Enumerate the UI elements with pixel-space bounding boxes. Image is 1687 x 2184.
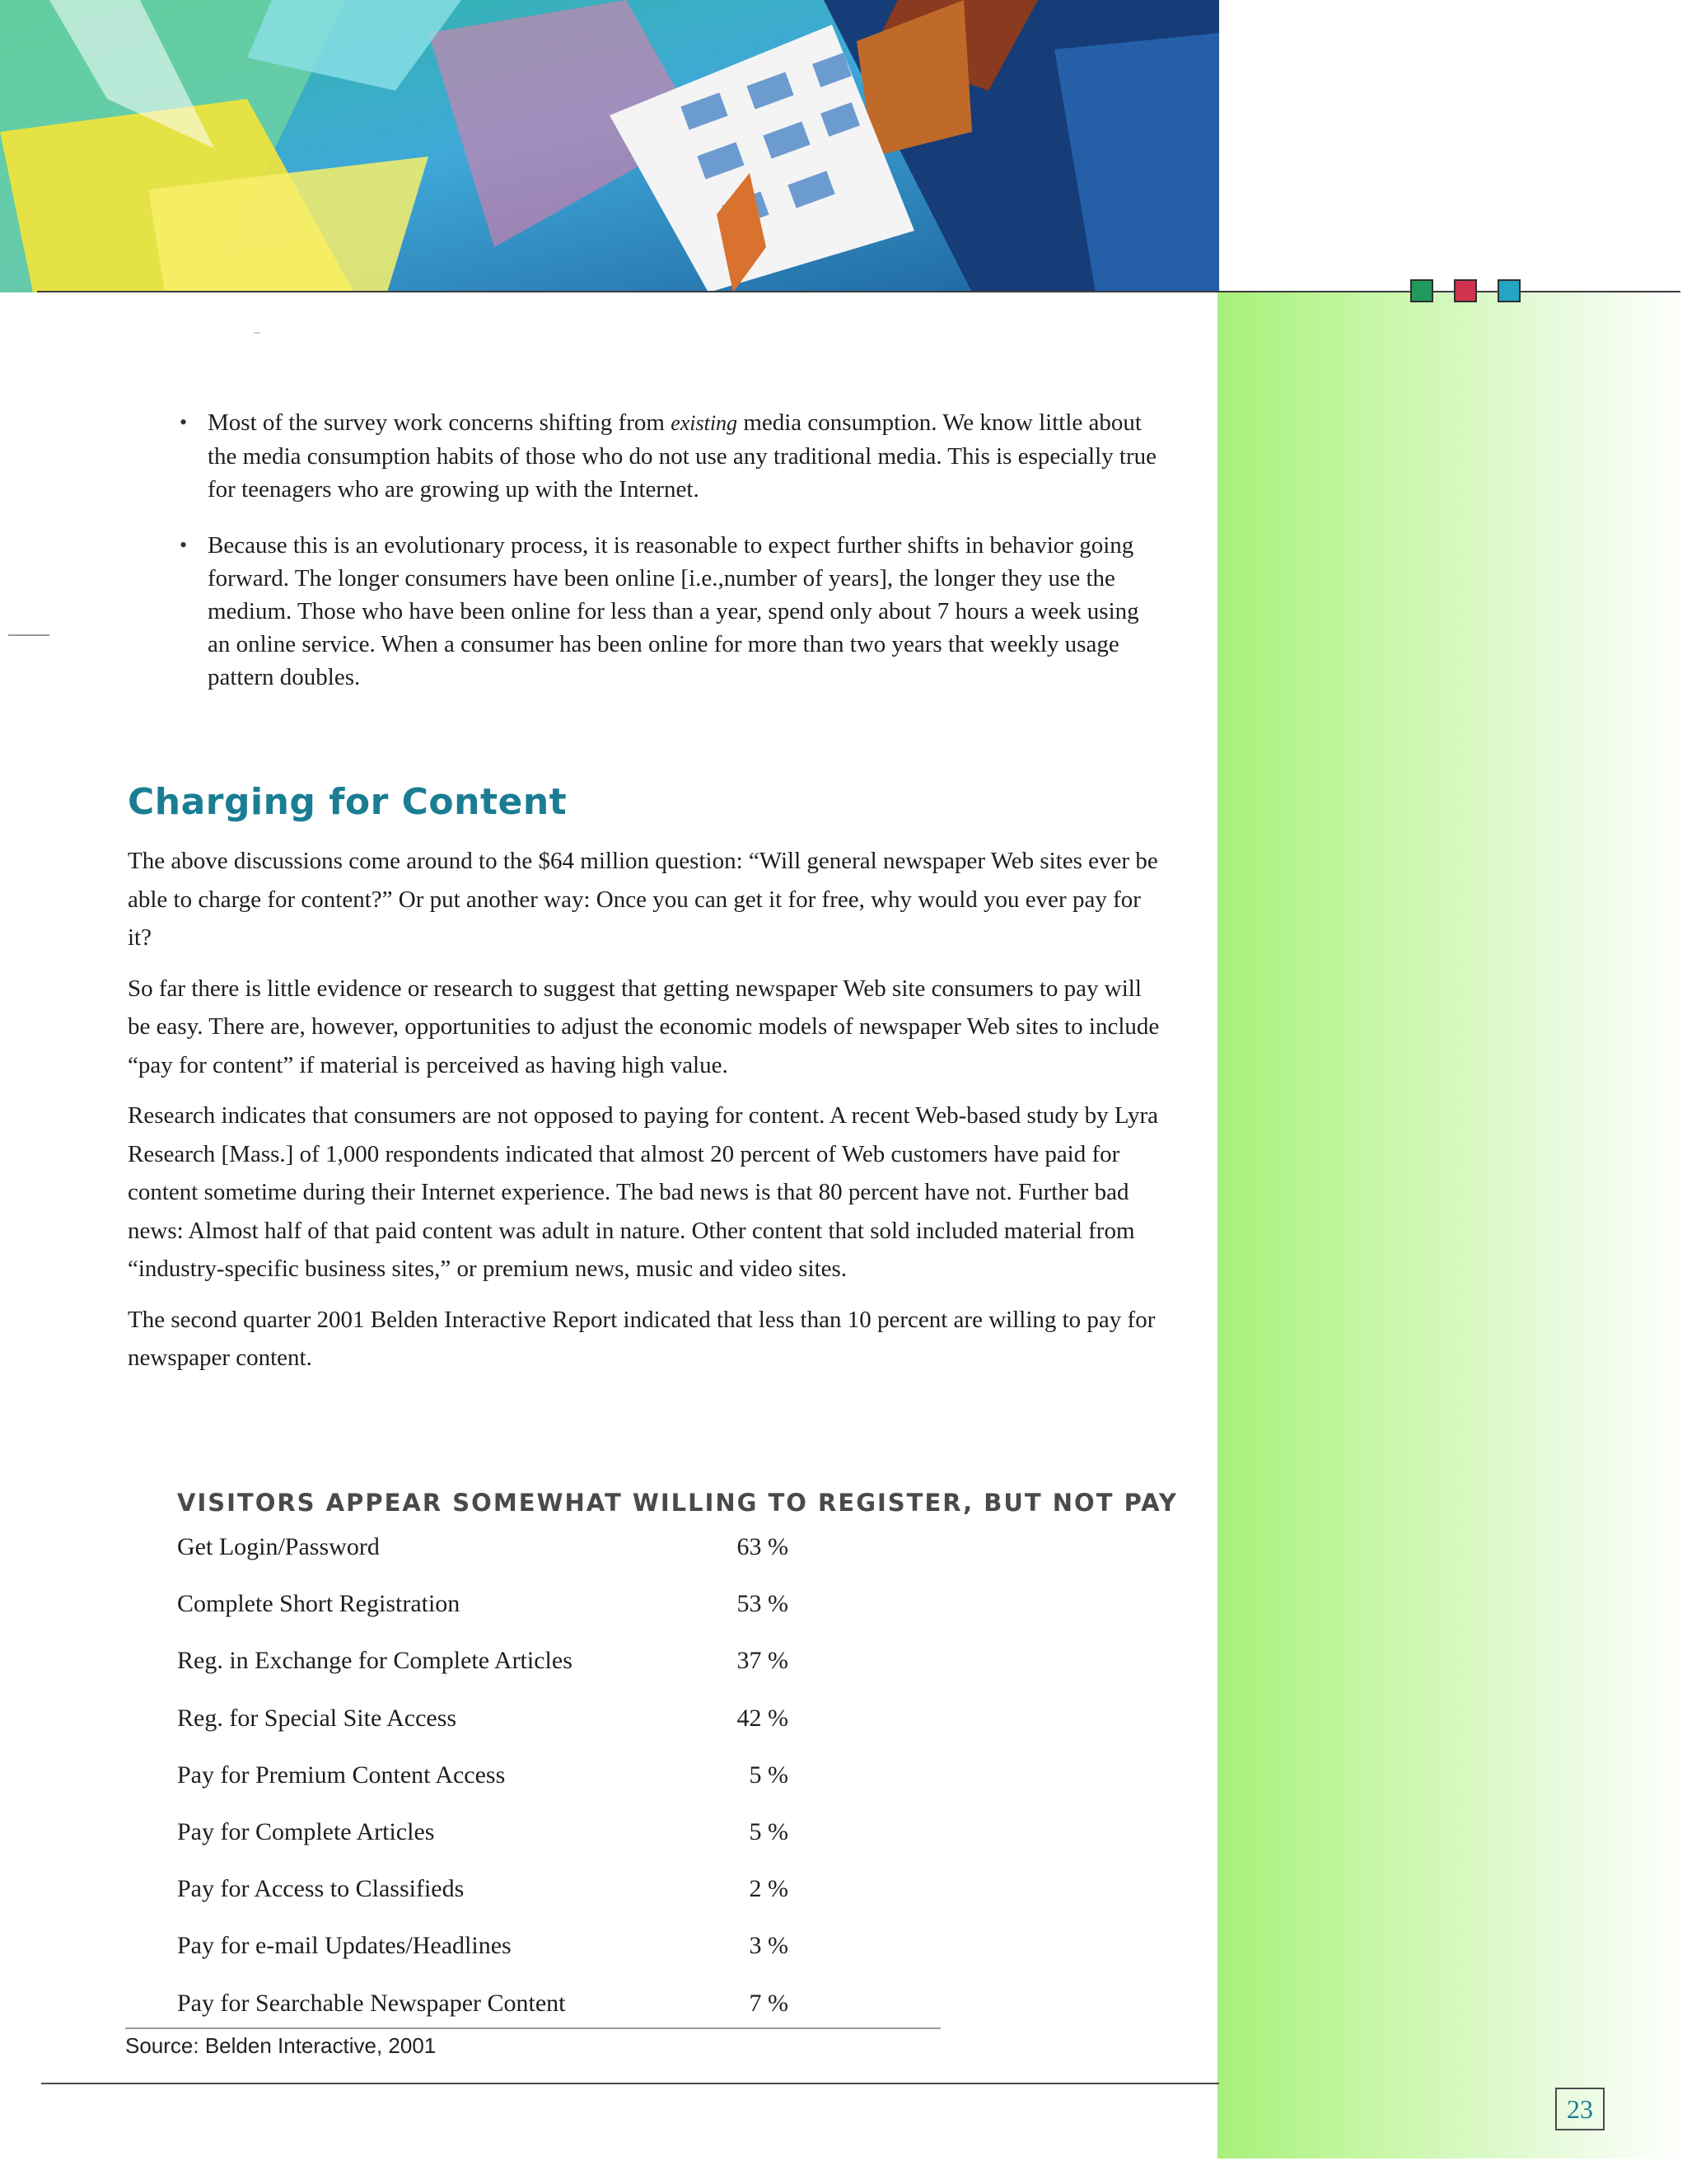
bullet-icon: • bbox=[180, 410, 188, 434]
cyan-square bbox=[1498, 279, 1521, 302]
table-row bbox=[177, 1588, 836, 1644]
row-label: Complete Short Registration bbox=[177, 1590, 460, 1618]
paragraph: Research indicates that consumers are not opposed to paying for content. A recent Web-based study by Lyra Research [Mass.] of 1,000 respondents indicated that almost 20 percent of Web customers have paid for content sometime during their Internet experience. The bad news is that 80 percent have not. Further bad news: Almost half of that paid content was adult in nature. Other content that sold included material from “industry-specific business sites,” or premium news, music and video sites. bbox=[128, 1102, 1159, 1282]
row-label: Pay for Complete Articles bbox=[177, 1817, 435, 1845]
table-rule bbox=[125, 2027, 941, 2029]
table-row bbox=[177, 1702, 836, 1759]
footer-rule bbox=[41, 2083, 1219, 2084]
red-square bbox=[1454, 279, 1477, 302]
row-label: Pay for Premium Content Access bbox=[177, 1761, 506, 1789]
paragraph: The second quarter 2001 Belden Interactive Report indicated that less than 10 percent are willing to pay for newspaper content. bbox=[128, 1306, 1156, 1371]
bullet-text-emphasis: existing bbox=[671, 411, 738, 435]
row-value: 63 % bbox=[736, 1533, 788, 1560]
bullet-list bbox=[165, 406, 1161, 717]
bullet-text: Because this is an evolutionary process, it is reasonable to expect further shifts in behavior going forward. The longer consumers have been online [i.e.,number of years], the longer they use the medium. Those who have been online for less than a year, spend only about 7 hours a week using an online service. When a consumer has been online for more than two years that weekly usage pattern doubles. bbox=[208, 532, 1139, 690]
survey-table bbox=[177, 1531, 836, 2044]
page-number: 23 bbox=[1555, 2088, 1605, 2130]
row-value: 5 % bbox=[749, 1817, 788, 1845]
source-note: Source: Belden Interactive, 2001 bbox=[125, 2033, 437, 2058]
green-side-band bbox=[1217, 292, 1687, 2158]
paragraph: So far there is little evidence or research to suggest that getting newspaper Web site consumers to pay will be easy. There are, however, opportunities to adjust the economic models of newspaper Web sites to include “pay for content” if material is perceived as having high value. bbox=[128, 975, 1160, 1078]
green-square bbox=[1410, 279, 1433, 302]
table-row bbox=[177, 1759, 836, 1816]
row-label: Pay for Access to Classifieds bbox=[177, 1875, 465, 1903]
table-row bbox=[177, 1644, 836, 1701]
row-value: 2 % bbox=[749, 1875, 788, 1903]
bullet-text-before: Most of the survey work concerns shifting from bbox=[208, 409, 671, 436]
row-value: 42 % bbox=[736, 1704, 788, 1732]
margin-mark bbox=[8, 634, 49, 636]
scan-mark bbox=[254, 332, 260, 334]
row-label: Reg. for Special Site Access bbox=[177, 1704, 457, 1732]
row-label: Pay for e-mail Updates/Headlines bbox=[177, 1932, 512, 1960]
table-row bbox=[177, 1531, 836, 1588]
decorative-squares bbox=[1410, 279, 1521, 302]
row-label: Get Login/Password bbox=[177, 1533, 380, 1560]
section-heading: Charging for Content bbox=[128, 781, 568, 823]
row-value: 3 % bbox=[749, 1932, 788, 1960]
row-label: Reg. in Exchange for Complete Articles bbox=[177, 1647, 572, 1675]
table-row bbox=[177, 1873, 836, 1929]
table-title: VISITORS APPEAR SOMEWHAT WILLING TO REGISTER, BUT NOT PAY bbox=[177, 1489, 1178, 1517]
table-row bbox=[177, 1929, 836, 1986]
bullet-item bbox=[165, 406, 1161, 506]
body-text bbox=[128, 842, 1170, 1390]
bullet-text-after: media consumption. We know little about the media consumption habits of those who do not use any traditional media. This is especially true for teenagers who are growing up with the Internet. bbox=[208, 409, 1157, 503]
row-value: 7 % bbox=[749, 1989, 788, 2017]
bullet-icon: • bbox=[180, 533, 188, 557]
row-value: 53 % bbox=[736, 1590, 788, 1618]
row-label: Pay for Searchable Newspaper Content bbox=[177, 1989, 566, 2017]
table-row bbox=[177, 1816, 836, 1873]
paragraph: The above discussions come around to the $64 million question: “Will general newspaper Web sites ever be able to charge for content?” Or put another way: Once you can get it for free, why would you ever pay for it? bbox=[128, 848, 1158, 951]
row-value: 37 % bbox=[736, 1647, 788, 1675]
newspaper-reader-illustration bbox=[0, 0, 1219, 292]
header-illustration bbox=[0, 0, 1219, 292]
row-value: 5 % bbox=[749, 1761, 788, 1789]
bullet-item bbox=[165, 529, 1161, 694]
